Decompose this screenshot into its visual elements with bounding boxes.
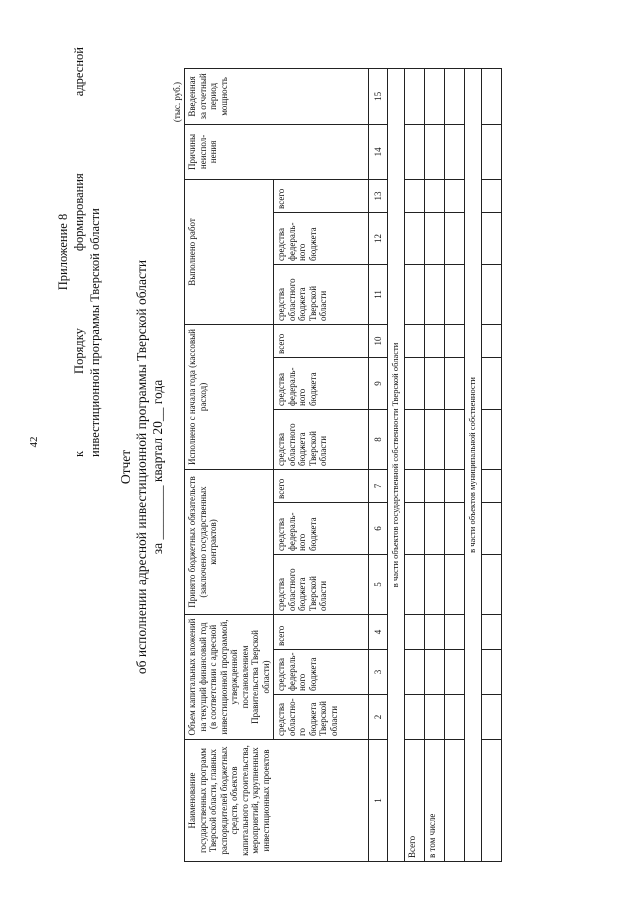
column-number: 5	[369, 554, 388, 614]
report-table	[184, 68, 502, 862]
column-number: 15	[369, 68, 388, 124]
column-number: 7	[369, 469, 388, 502]
header-capacity: Введенная за отчетный период мощность	[185, 68, 369, 124]
table-cell	[405, 695, 425, 740]
appendix-word: к	[72, 450, 86, 457]
subheader-total: всего	[274, 179, 369, 212]
table-cell	[405, 68, 425, 124]
table-cell	[445, 264, 465, 324]
table-cell	[445, 212, 465, 264]
table-cell	[405, 179, 425, 212]
report-subtitle: об исполнении адресной инвестиционной программы Тверской области	[134, 259, 149, 675]
table-cell	[425, 409, 445, 469]
table-cell	[405, 650, 425, 695]
table-cell	[482, 554, 502, 614]
table-cell	[445, 469, 465, 502]
subheader-federal-budget: средства федераль-ного бюджета	[274, 650, 369, 695]
table-cell	[425, 324, 445, 357]
section-label-state: в части объектов государственной собственности Тверской области	[388, 68, 405, 861]
table-cell	[425, 212, 445, 264]
subheader-regional-budget: средства областного бюджета Тверской области	[274, 264, 369, 324]
table-cell	[445, 614, 465, 649]
subheader-regional-budget: средства областного бюджета Тверской области	[274, 409, 369, 469]
header-works: Выполнено работ	[185, 179, 274, 324]
table-cell	[445, 695, 465, 740]
appendix-word: Порядку	[72, 328, 86, 374]
section-row-state	[388, 68, 405, 861]
column-number-row	[369, 68, 388, 861]
table-cell	[482, 695, 502, 740]
table-cell	[482, 68, 502, 124]
section-label-municipal: в части объектов муниципальной собственности	[465, 68, 482, 861]
table-cell	[405, 502, 425, 554]
table-cell	[405, 469, 425, 502]
table-row-including	[425, 68, 445, 861]
column-number: 3	[369, 650, 388, 695]
header-volume: Объем капитальных вложений на текущий финансовый год (в соответствии с адресной инвестиционной программой, утвержденной постановлением Правительства Тверской области)	[185, 614, 274, 739]
table-cell	[425, 179, 445, 212]
table-cell	[425, 357, 445, 409]
column-number: 9	[369, 357, 388, 409]
column-number: 11	[369, 264, 388, 324]
column-number: 2	[369, 695, 388, 740]
table-cell	[482, 264, 502, 324]
appendix-title: Приложение 8	[56, 213, 70, 291]
header-obligations: Принято бюджетных обязательств (заключено государственных контрактов)	[185, 469, 274, 614]
appendix-word: адресной	[72, 47, 86, 97]
table-cell	[482, 124, 502, 179]
table-cell	[405, 212, 425, 264]
header-reasons: Причины неиспол-нения	[185, 124, 369, 179]
header-name: Наименование государственных программ Тверской области, главных распорядителей бюджетных средств, объектов капитального строительства, мероприятий, укрупненных инвестиционных проектов	[185, 740, 369, 862]
table-cell	[445, 502, 465, 554]
subheader-total: всего	[274, 469, 369, 502]
table-cell	[482, 650, 502, 695]
table-cell	[482, 212, 502, 264]
table-cell	[425, 124, 445, 179]
table-cell	[405, 357, 425, 409]
table-cell	[425, 614, 445, 649]
subheader-federal-budget: средства федераль-ного бюджета	[274, 212, 369, 264]
column-number: 4	[369, 614, 388, 649]
table-row-total	[405, 68, 425, 861]
row-label-total: Всего	[405, 740, 425, 862]
report-period: за ________ квартал 20__ года	[150, 379, 165, 555]
table-cell	[405, 324, 425, 357]
column-number: 12	[369, 212, 388, 264]
column-number: 6	[369, 502, 388, 554]
column-number: 14	[369, 124, 388, 179]
subheader-regional-budget: средства областно-го бюджета Тверской области	[274, 695, 369, 740]
row-label-including: в том числе	[425, 740, 445, 862]
table-cell	[445, 740, 465, 862]
table-cell	[445, 554, 465, 614]
appendix-program-line: инвестиционной программы Тверской области	[88, 208, 102, 457]
table-cell	[482, 179, 502, 212]
header-executed: Исполнено с начала года (кассовый расход)	[185, 324, 274, 469]
table-cell	[425, 650, 445, 695]
subheader-regional-budget: средства областного бюджета Тверской области	[274, 554, 369, 614]
column-number: 13	[369, 179, 388, 212]
table-cell	[405, 264, 425, 324]
page-number: 42	[28, 436, 40, 448]
table-cell	[482, 324, 502, 357]
table-cell	[445, 68, 465, 124]
table-cell	[425, 264, 445, 324]
table-cell	[482, 614, 502, 649]
table-cell	[482, 409, 502, 469]
column-number: 8	[369, 409, 388, 469]
subheader-federal-budget: средства федераль-ного бюджета	[274, 357, 369, 409]
subheader-total: всего	[274, 324, 369, 357]
appendix-header	[55, 47, 103, 457]
table-cell	[425, 554, 445, 614]
table-cell	[405, 614, 425, 649]
subheader-total: всего	[274, 614, 369, 649]
table-row-blank	[482, 68, 502, 861]
table-cell	[425, 695, 445, 740]
table-row-blank	[445, 68, 465, 861]
units-label: (тыс. руб.)	[172, 82, 182, 123]
table-cell	[482, 469, 502, 502]
rotated-landscape-sheet	[28, 27, 600, 877]
table-cell	[445, 650, 465, 695]
report-title: Отчет	[118, 449, 133, 485]
table-cell	[445, 409, 465, 469]
table-cell	[425, 469, 445, 502]
table-header-row	[185, 68, 274, 861]
table-cell	[445, 357, 465, 409]
table-cell	[425, 68, 445, 124]
table-cell	[445, 324, 465, 357]
column-number: 1	[369, 740, 388, 862]
appendix-word: формирования	[72, 173, 86, 252]
table-cell	[405, 124, 425, 179]
subheader-federal-budget: средства федераль-ного бюджета	[274, 502, 369, 554]
table-cell	[482, 502, 502, 554]
table-cell	[445, 124, 465, 179]
table-cell	[482, 357, 502, 409]
section-row-municipal	[465, 68, 482, 861]
table-cell	[405, 409, 425, 469]
table-cell	[425, 502, 445, 554]
table-cell	[405, 554, 425, 614]
report-heading	[118, 197, 166, 737]
table-cell	[482, 740, 502, 862]
column-number: 10	[369, 324, 388, 357]
appendix-order-line	[71, 47, 87, 457]
table-cell	[445, 179, 465, 212]
